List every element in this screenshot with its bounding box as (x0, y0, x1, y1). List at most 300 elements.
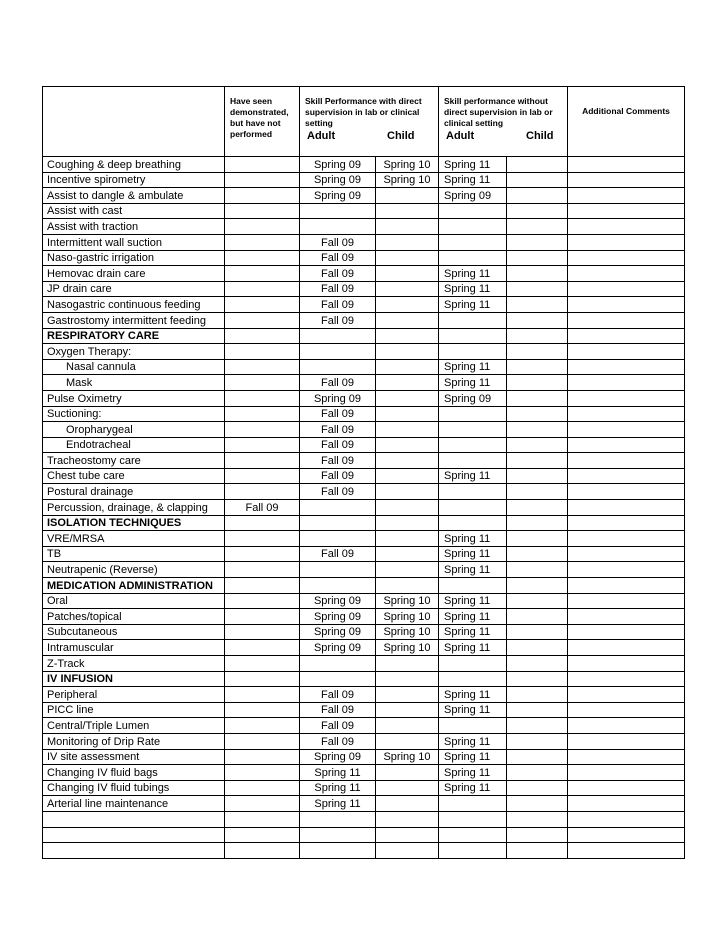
skill-name: Hemovac drain care (43, 266, 225, 282)
supervised-adult-cell: Fall 09 (300, 484, 376, 500)
unsupervised-child-cell (507, 624, 568, 640)
unsupervised-adult-cell: Spring 11 (439, 468, 507, 484)
seen-cell (225, 702, 300, 718)
unsupervised-child-cell (507, 437, 568, 453)
skill-name: Endotracheal (43, 437, 225, 453)
comments-cell (568, 266, 685, 282)
unsupervised-child-cell (507, 281, 568, 297)
header-unsupervised (439, 87, 568, 157)
unsupervised-adult-cell: Spring 11 (439, 702, 507, 718)
unsupervised-adult-cell: Spring 11 (439, 359, 507, 375)
unsupervised-adult-cell: Spring 11 (439, 546, 507, 562)
skill-row (43, 437, 685, 453)
skill-row (43, 718, 685, 734)
comments-cell (568, 609, 685, 625)
skill-row (43, 188, 685, 204)
skill-name: JP drain care (43, 281, 225, 297)
skill-row (43, 344, 685, 360)
comments-cell (568, 203, 685, 219)
supervised-adult-cell (300, 328, 376, 344)
blank-row (43, 843, 685, 859)
supervised-child-cell (376, 297, 439, 313)
comments-cell (568, 843, 685, 859)
skill-row (43, 375, 685, 391)
seen-cell: Fall 09 (225, 500, 300, 516)
seen-cell (225, 250, 300, 266)
comments-cell (568, 671, 685, 687)
supervised-child-cell (376, 484, 439, 500)
skill-row (43, 453, 685, 469)
header-seen: Have seen demonstrated, but have not performed (225, 87, 300, 157)
seen-cell (225, 609, 300, 625)
supervised-child-cell (376, 219, 439, 235)
comments-cell (568, 780, 685, 796)
supervised-adult-cell (300, 562, 376, 578)
supervised-adult-cell: Spring 11 (300, 780, 376, 796)
comments-cell (568, 344, 685, 360)
comments-cell (568, 328, 685, 344)
skill-name: Suctioning: (43, 406, 225, 422)
skill-name: Incentive spirometry (43, 172, 225, 188)
comments-cell (568, 546, 685, 562)
unsupervised-adult-cell (439, 484, 507, 500)
seen-cell (225, 297, 300, 313)
supervised-adult-cell (300, 843, 376, 859)
comments-cell (568, 375, 685, 391)
unsupervised-child-cell (507, 811, 568, 827)
seen-cell (225, 172, 300, 188)
unsupervised-adult-cell (439, 656, 507, 672)
unsupervised-adult-cell: Spring 09 (439, 390, 507, 406)
unsupervised-adult-cell (439, 328, 507, 344)
unsupervised-child-cell (507, 656, 568, 672)
comments-cell (568, 578, 685, 594)
unsupervised-child-cell (507, 297, 568, 313)
skill-name: Coughing & deep breathing (43, 157, 225, 173)
skill-name: Tracheostomy care (43, 453, 225, 469)
supervised-child-cell (376, 422, 439, 438)
supervised-adult-cell (300, 203, 376, 219)
unsupervised-adult-cell: Spring 11 (439, 733, 507, 749)
unsupervised-child-cell (507, 640, 568, 656)
unsupervised-adult-cell: Spring 11 (439, 562, 507, 578)
skill-row (43, 312, 685, 328)
skill-name: Mask (43, 375, 225, 391)
unsupervised-child-cell (507, 546, 568, 562)
skill-name: PICC line (43, 702, 225, 718)
supervised-adult-cell (300, 578, 376, 594)
unsupervised-adult-cell: Spring 11 (439, 157, 507, 173)
unsupervised-adult-cell (439, 796, 507, 812)
unsupervised-child-cell (507, 578, 568, 594)
subhead-child: Child (526, 130, 554, 142)
supervised-adult-cell: Spring 09 (300, 624, 376, 640)
supervised-child-cell (376, 281, 439, 297)
skill-row (43, 656, 685, 672)
unsupervised-adult-cell: Spring 11 (439, 593, 507, 609)
comments-cell (568, 250, 685, 266)
supervised-child-cell (376, 546, 439, 562)
seen-cell (225, 749, 300, 765)
supervised-child-cell (376, 188, 439, 204)
unsupervised-child-cell (507, 172, 568, 188)
seen-cell (225, 562, 300, 578)
unsupervised-adult-cell (439, 718, 507, 734)
comments-cell (568, 297, 685, 313)
seen-cell (225, 344, 300, 360)
supervised-adult-cell: Fall 09 (300, 250, 376, 266)
seen-cell (225, 687, 300, 703)
supervised-child-cell: Spring 10 (376, 609, 439, 625)
supervised-adult-cell (300, 500, 376, 516)
skill-name: Assist to dangle & ambulate (43, 188, 225, 204)
supervised-adult-cell: Fall 09 (300, 718, 376, 734)
supervised-adult-cell: Fall 09 (300, 422, 376, 438)
seen-cell (225, 515, 300, 531)
comments-cell (568, 234, 685, 250)
supervised-child-cell (376, 312, 439, 328)
skill-name: Z-Track (43, 656, 225, 672)
skill-row (43, 531, 685, 547)
unsupervised-adult-cell: Spring 11 (439, 765, 507, 781)
comments-cell (568, 531, 685, 547)
skill-name (43, 843, 225, 859)
comments-cell (568, 562, 685, 578)
seen-cell (225, 453, 300, 469)
unsupervised-child-cell (507, 515, 568, 531)
supervised-adult-cell: Fall 09 (300, 687, 376, 703)
seen-cell (225, 578, 300, 594)
seen-cell (225, 359, 300, 375)
seen-cell (225, 843, 300, 859)
unsupervised-child-cell (507, 219, 568, 235)
supervised-adult-cell: Fall 09 (300, 281, 376, 297)
comments-cell (568, 702, 685, 718)
seen-cell (225, 422, 300, 438)
header-comments: Additional Comments (568, 87, 685, 157)
unsupervised-adult-cell (439, 843, 507, 859)
unsupervised-adult-cell: Spring 11 (439, 609, 507, 625)
header-unsupervised-label: Skill performance without direct supervision in lab or clinical setting (444, 96, 553, 128)
supervised-adult-cell: Fall 09 (300, 468, 376, 484)
supervised-child-cell (376, 687, 439, 703)
supervised-child-cell (376, 733, 439, 749)
supervised-child-cell (376, 344, 439, 360)
header-unsupervised-subhead (444, 131, 565, 142)
skill-row (43, 266, 685, 282)
supervised-child-cell (376, 515, 439, 531)
seen-cell (225, 203, 300, 219)
blank-row (43, 811, 685, 827)
section-header-row (43, 578, 685, 594)
skill-name: Assist with traction (43, 219, 225, 235)
header-skill-cell (43, 87, 225, 157)
unsupervised-adult-cell (439, 500, 507, 516)
skill-name: TB (43, 546, 225, 562)
supervised-child-cell (376, 468, 439, 484)
supervised-adult-cell (300, 671, 376, 687)
skill-name: Assist with cast (43, 203, 225, 219)
skill-row (43, 749, 685, 765)
supervised-adult-cell (300, 515, 376, 531)
supervised-child-cell (376, 390, 439, 406)
unsupervised-child-cell (507, 203, 568, 219)
blank-row (43, 827, 685, 843)
unsupervised-child-cell (507, 390, 568, 406)
skill-row (43, 593, 685, 609)
seen-cell (225, 312, 300, 328)
unsupervised-child-cell (507, 484, 568, 500)
supervised-child-cell (376, 578, 439, 594)
unsupervised-child-cell (507, 796, 568, 812)
skill-name: Changing IV fluid bags (43, 765, 225, 781)
skill-name: Arterial line maintenance (43, 796, 225, 812)
skill-row (43, 765, 685, 781)
skills-checklist-table (42, 86, 685, 859)
comments-cell (568, 312, 685, 328)
seen-cell (225, 827, 300, 843)
skill-name (43, 827, 225, 843)
skill-row (43, 796, 685, 812)
seen-cell (225, 157, 300, 173)
supervised-child-cell: Spring 10 (376, 640, 439, 656)
skill-row (43, 203, 685, 219)
seen-cell (225, 266, 300, 282)
skill-name: IV site assessment (43, 749, 225, 765)
section-title: MEDICATION ADMINISTRATION (43, 578, 225, 594)
comments-cell (568, 796, 685, 812)
skill-row (43, 422, 685, 438)
unsupervised-child-cell (507, 359, 568, 375)
seen-cell (225, 546, 300, 562)
skill-row (43, 687, 685, 703)
unsupervised-child-cell (507, 702, 568, 718)
supervised-adult-cell (300, 359, 376, 375)
supervised-child-cell: Spring 10 (376, 624, 439, 640)
comments-cell (568, 406, 685, 422)
supervised-child-cell: Spring 10 (376, 749, 439, 765)
supervised-child-cell: Spring 10 (376, 157, 439, 173)
supervised-adult-cell: Fall 09 (300, 453, 376, 469)
unsupervised-adult-cell: Spring 11 (439, 297, 507, 313)
unsupervised-adult-cell (439, 312, 507, 328)
unsupervised-child-cell (507, 749, 568, 765)
skill-row (43, 468, 685, 484)
supervised-child-cell (376, 375, 439, 391)
seen-cell (225, 780, 300, 796)
unsupervised-adult-cell (439, 406, 507, 422)
unsupervised-adult-cell (439, 827, 507, 843)
unsupervised-child-cell (507, 250, 568, 266)
comments-cell (568, 593, 685, 609)
section-title: ISOLATION TECHNIQUES (43, 515, 225, 531)
supervised-adult-cell: Spring 09 (300, 593, 376, 609)
supervised-adult-cell: Spring 09 (300, 640, 376, 656)
seen-cell (225, 624, 300, 640)
supervised-adult-cell: Fall 09 (300, 406, 376, 422)
unsupervised-adult-cell (439, 671, 507, 687)
supervised-adult-cell (300, 656, 376, 672)
seen-cell (225, 765, 300, 781)
unsupervised-adult-cell: Spring 11 (439, 624, 507, 640)
supervised-child-cell (376, 453, 439, 469)
skill-name: Intramuscular (43, 640, 225, 656)
unsupervised-child-cell (507, 765, 568, 781)
skill-name: Subcutaneous (43, 624, 225, 640)
unsupervised-child-cell (507, 375, 568, 391)
comments-cell (568, 484, 685, 500)
seen-cell (225, 468, 300, 484)
unsupervised-child-cell (507, 827, 568, 843)
skill-name: Pulse Oximetry (43, 390, 225, 406)
supervised-child-cell: Spring 10 (376, 593, 439, 609)
section-title: RESPIRATORY CARE (43, 328, 225, 344)
unsupervised-adult-cell (439, 344, 507, 360)
header-row (43, 87, 685, 157)
seen-cell (225, 328, 300, 344)
skill-row (43, 219, 685, 235)
unsupervised-child-cell (507, 157, 568, 173)
unsupervised-adult-cell (439, 219, 507, 235)
unsupervised-child-cell (507, 671, 568, 687)
unsupervised-child-cell (507, 718, 568, 734)
supervised-adult-cell (300, 531, 376, 547)
supervised-child-cell (376, 500, 439, 516)
supervised-child-cell (376, 359, 439, 375)
skill-row (43, 250, 685, 266)
subhead-adult: Adult (307, 130, 336, 142)
unsupervised-child-cell (507, 687, 568, 703)
skill-row (43, 562, 685, 578)
skill-row (43, 780, 685, 796)
skill-name: Oral (43, 593, 225, 609)
seen-cell (225, 593, 300, 609)
supervised-child-cell (376, 266, 439, 282)
supervised-adult-cell (300, 827, 376, 843)
skill-name: Gastrostomy intermittent feeding (43, 312, 225, 328)
section-header-row (43, 671, 685, 687)
unsupervised-adult-cell: Spring 11 (439, 687, 507, 703)
seen-cell (225, 484, 300, 500)
unsupervised-adult-cell (439, 250, 507, 266)
supervised-child-cell (376, 671, 439, 687)
supervised-adult-cell: Fall 09 (300, 733, 376, 749)
seen-cell (225, 671, 300, 687)
unsupervised-child-cell (507, 780, 568, 796)
supervised-adult-cell: Fall 09 (300, 266, 376, 282)
unsupervised-adult-cell: Spring 09 (439, 188, 507, 204)
unsupervised-child-cell (507, 593, 568, 609)
supervised-child-cell (376, 250, 439, 266)
comments-cell (568, 515, 685, 531)
seen-cell (225, 390, 300, 406)
seen-cell (225, 531, 300, 547)
seen-cell (225, 656, 300, 672)
seen-cell (225, 281, 300, 297)
skill-row (43, 702, 685, 718)
unsupervised-adult-cell: Spring 11 (439, 749, 507, 765)
skill-row (43, 281, 685, 297)
unsupervised-child-cell (507, 312, 568, 328)
comments-cell (568, 500, 685, 516)
supervised-adult-cell: Spring 09 (300, 749, 376, 765)
comments-cell (568, 624, 685, 640)
unsupervised-adult-cell: Spring 11 (439, 172, 507, 188)
comments-cell (568, 687, 685, 703)
unsupervised-child-cell (507, 328, 568, 344)
supervised-child-cell (376, 765, 439, 781)
supervised-child-cell (376, 796, 439, 812)
skill-row (43, 546, 685, 562)
supervised-adult-cell (300, 344, 376, 360)
section-header-row (43, 328, 685, 344)
supervised-adult-cell: Spring 11 (300, 765, 376, 781)
comments-cell (568, 188, 685, 204)
supervised-child-cell (376, 562, 439, 578)
seen-cell (225, 219, 300, 235)
unsupervised-child-cell (507, 406, 568, 422)
comments-cell (568, 811, 685, 827)
comments-cell (568, 749, 685, 765)
unsupervised-child-cell (507, 234, 568, 250)
seen-cell (225, 718, 300, 734)
seen-cell (225, 188, 300, 204)
skill-name: VRE/MRSA (43, 531, 225, 547)
comments-cell (568, 422, 685, 438)
unsupervised-child-cell (507, 344, 568, 360)
supervised-child-cell (376, 843, 439, 859)
unsupervised-adult-cell (439, 234, 507, 250)
comments-cell (568, 827, 685, 843)
unsupervised-child-cell (507, 500, 568, 516)
unsupervised-adult-cell (439, 578, 507, 594)
seen-cell (225, 406, 300, 422)
comments-cell (568, 172, 685, 188)
unsupervised-child-cell (507, 188, 568, 204)
supervised-adult-cell: Spring 09 (300, 390, 376, 406)
skill-name (43, 811, 225, 827)
unsupervised-adult-cell (439, 515, 507, 531)
supervised-child-cell (376, 406, 439, 422)
seen-cell (225, 234, 300, 250)
unsupervised-adult-cell: Spring 11 (439, 531, 507, 547)
header-supervised-label: Skill Performance with direct supervision in lab or clinical setting (305, 96, 422, 128)
unsupervised-child-cell (507, 609, 568, 625)
comments-cell (568, 359, 685, 375)
unsupervised-adult-cell: Spring 11 (439, 266, 507, 282)
skill-name: Patches/topical (43, 609, 225, 625)
supervised-adult-cell (300, 219, 376, 235)
skill-name: Postural drainage (43, 484, 225, 500)
skill-row (43, 640, 685, 656)
comments-cell (568, 390, 685, 406)
comments-cell (568, 765, 685, 781)
unsupervised-adult-cell: Spring 11 (439, 640, 507, 656)
supervised-child-cell (376, 437, 439, 453)
skill-name: Oxygen Therapy: (43, 344, 225, 360)
supervised-adult-cell: Spring 09 (300, 157, 376, 173)
unsupervised-adult-cell: Spring 11 (439, 281, 507, 297)
supervised-child-cell (376, 531, 439, 547)
section-title: IV INFUSION (43, 671, 225, 687)
subhead-adult: Adult (446, 130, 475, 142)
unsupervised-adult-cell (439, 422, 507, 438)
skill-row (43, 172, 685, 188)
comments-cell (568, 437, 685, 453)
skill-name: Nasogastric continuous feeding (43, 297, 225, 313)
supervised-child-cell (376, 328, 439, 344)
supervised-child-cell: Spring 10 (376, 172, 439, 188)
